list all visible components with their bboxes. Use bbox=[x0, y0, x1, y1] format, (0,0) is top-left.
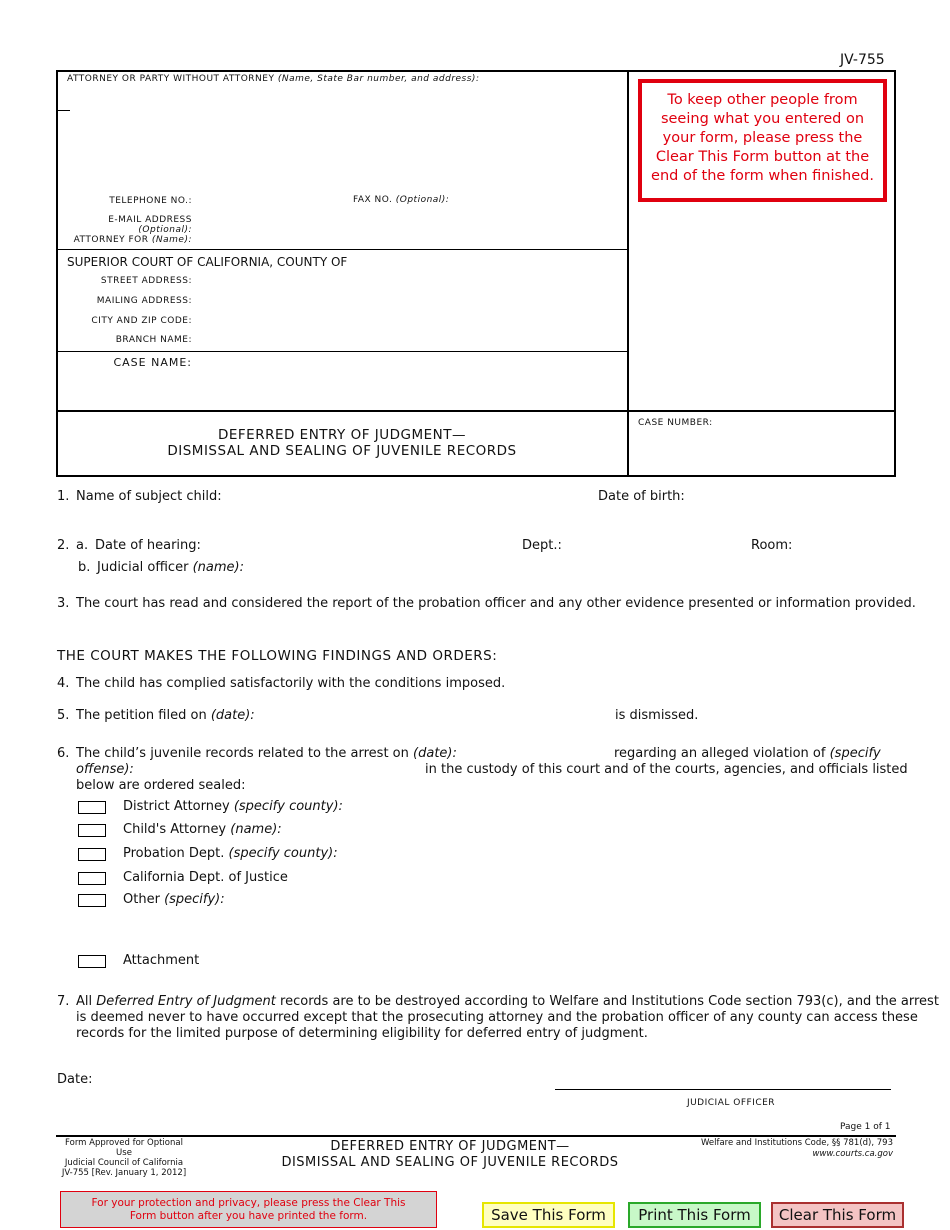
item-7-line-1: All Deferred Entry of Judgment records are to be destroyed according to Welfare and Institutions Code section 793(c), and the arrest bbox=[76, 994, 939, 1009]
telephone-label: TELEPHONE NO.: bbox=[109, 196, 192, 206]
dismissed-text: is dismissed. bbox=[615, 708, 699, 723]
privacy-notice: To keep other people from seeing what you entered on your form, please press the Clear This Form button at the end of the form when finished. bbox=[638, 79, 887, 202]
print-form-button[interactable]: Print This Form bbox=[628, 1202, 761, 1228]
doj-checkbox[interactable] bbox=[78, 872, 106, 885]
item-7-number: 7. bbox=[57, 994, 70, 1009]
childs-attorney-label: Child's Attorney (name): bbox=[123, 822, 282, 837]
date-label: Date: bbox=[57, 1072, 93, 1087]
probation-dept-checkbox[interactable] bbox=[78, 848, 106, 861]
room-label: Room: bbox=[751, 538, 793, 553]
attorney-field-mark[interactable] bbox=[57, 110, 70, 111]
item-7-line-2: is deemed never to have occurred except that the prosecuting attorney and the probation officer of any county can access these bbox=[76, 1010, 918, 1025]
petition-filed-label: The petition filed on (date): bbox=[76, 708, 255, 723]
item-3-number: 3. bbox=[57, 596, 70, 611]
divider bbox=[57, 351, 628, 352]
divider bbox=[57, 249, 628, 250]
save-form-button[interactable]: Save This Form bbox=[482, 1202, 615, 1228]
item-2-number: 2. bbox=[57, 538, 70, 553]
dob-label: Date of birth: bbox=[598, 489, 685, 504]
email-label: E-MAIL ADDRESS (Optional): bbox=[108, 215, 192, 235]
page-number: Page 1 of 1 bbox=[840, 1122, 891, 1132]
city-label: CITY AND ZIP CODE: bbox=[91, 316, 192, 326]
court-label: SUPERIOR COURT OF CALIFORNIA, COUNTY OF bbox=[67, 255, 348, 269]
attachment-checkbox[interactable] bbox=[78, 955, 106, 968]
fax-label: FAX NO. (Optional): bbox=[353, 195, 450, 205]
signature-line[interactable] bbox=[555, 1089, 891, 1090]
form-id: JV-755 bbox=[840, 52, 885, 68]
district-attorney-checkbox[interactable] bbox=[78, 801, 106, 814]
item-6-arrest-text: The child’s juvenile records related to the arrest on (date): bbox=[76, 746, 457, 761]
doj-label: California Dept. of Justice bbox=[123, 870, 288, 885]
mailing-label: MAILING ADDRESS: bbox=[96, 296, 192, 306]
form-title: DEFERRED ENTRY OF JUDGMENT— DISMISSAL AND SEALING OF JUVENILE RECORDS bbox=[167, 427, 517, 459]
attorney-label: ATTORNEY OR PARTY WITHOUT ATTORNEY (Name, State Bar number, and address): bbox=[67, 74, 480, 84]
item-3-text: The court has read and considered the report of the probation officer and any other evidence presented or information provided. bbox=[76, 596, 916, 611]
footer-title: DEFERRED ENTRY OF JUDGMENT— DISMISSAL AND SEALING OF JUVENILE RECORDS bbox=[281, 1139, 619, 1170]
item-6-custody: in the custody of this court and of the courts, agencies, and officials listed bbox=[425, 762, 908, 777]
probation-dept-label: Probation Dept. (specify county): bbox=[123, 846, 338, 861]
divider bbox=[57, 410, 895, 412]
dept-label: Dept.: bbox=[522, 538, 562, 553]
item-2b-letter: b. bbox=[78, 560, 91, 575]
caption-divider bbox=[627, 70, 629, 477]
child-name-label: Name of subject child: bbox=[76, 489, 222, 504]
district-attorney-label: District Attorney (specify county): bbox=[123, 799, 343, 814]
item-6-regarding: regarding an alleged violation of (specify bbox=[614, 746, 881, 761]
findings-heading: THE COURT MAKES THE FOLLOWING FINDINGS AND ORDERS: bbox=[57, 648, 498, 664]
item-7-line-3: records for the limited purpose of determining eligibility for deferred entry of judgment. bbox=[76, 1026, 648, 1041]
item-6-number: 6. bbox=[57, 746, 70, 761]
item-6-offense: offense): bbox=[76, 762, 134, 777]
item-6-below: below are ordered sealed: bbox=[76, 778, 246, 793]
case-name-label: CASE NAME: bbox=[113, 356, 192, 369]
street-label: STREET ADDRESS: bbox=[100, 276, 192, 286]
attachment-label: Attachment bbox=[123, 953, 200, 968]
footer-rule bbox=[56, 1135, 896, 1137]
branch-label: BRANCH NAME: bbox=[115, 335, 192, 345]
item-2a-letter: a. bbox=[76, 538, 89, 553]
item-4-text: The child has complied satisfactorily with the conditions imposed. bbox=[76, 676, 506, 691]
childs-attorney-checkbox[interactable] bbox=[78, 824, 106, 837]
attorney-for-label: ATTORNEY FOR (Name): bbox=[73, 235, 192, 245]
protection-notice: For your protection and privacy, please press the Clear This Form button after you have printed the form. bbox=[60, 1191, 437, 1228]
item-4-number: 4. bbox=[57, 676, 70, 691]
code-reference: Welfare and Institutions Code, §§ 781(d), 793 www.courts.ca.gov bbox=[700, 1138, 893, 1159]
other-label: Other (specify): bbox=[123, 892, 225, 907]
hearing-date-label: Date of hearing: bbox=[95, 538, 201, 553]
item-1-number: 1. bbox=[57, 489, 70, 504]
case-number-label: CASE NUMBER: bbox=[638, 418, 713, 428]
judicial-officer-signature-label: JUDICIAL OFFICER bbox=[686, 1098, 776, 1108]
clear-form-button[interactable]: Clear This Form bbox=[771, 1202, 904, 1228]
other-checkbox[interactable] bbox=[78, 894, 106, 907]
approval-info: Form Approved for Optional Use Judicial Council of California JV-755 [Rev. January 1, 2012] bbox=[61, 1138, 187, 1178]
judicial-officer-label: Judicial officer (name): bbox=[97, 560, 244, 575]
item-5-number: 5. bbox=[57, 708, 70, 723]
